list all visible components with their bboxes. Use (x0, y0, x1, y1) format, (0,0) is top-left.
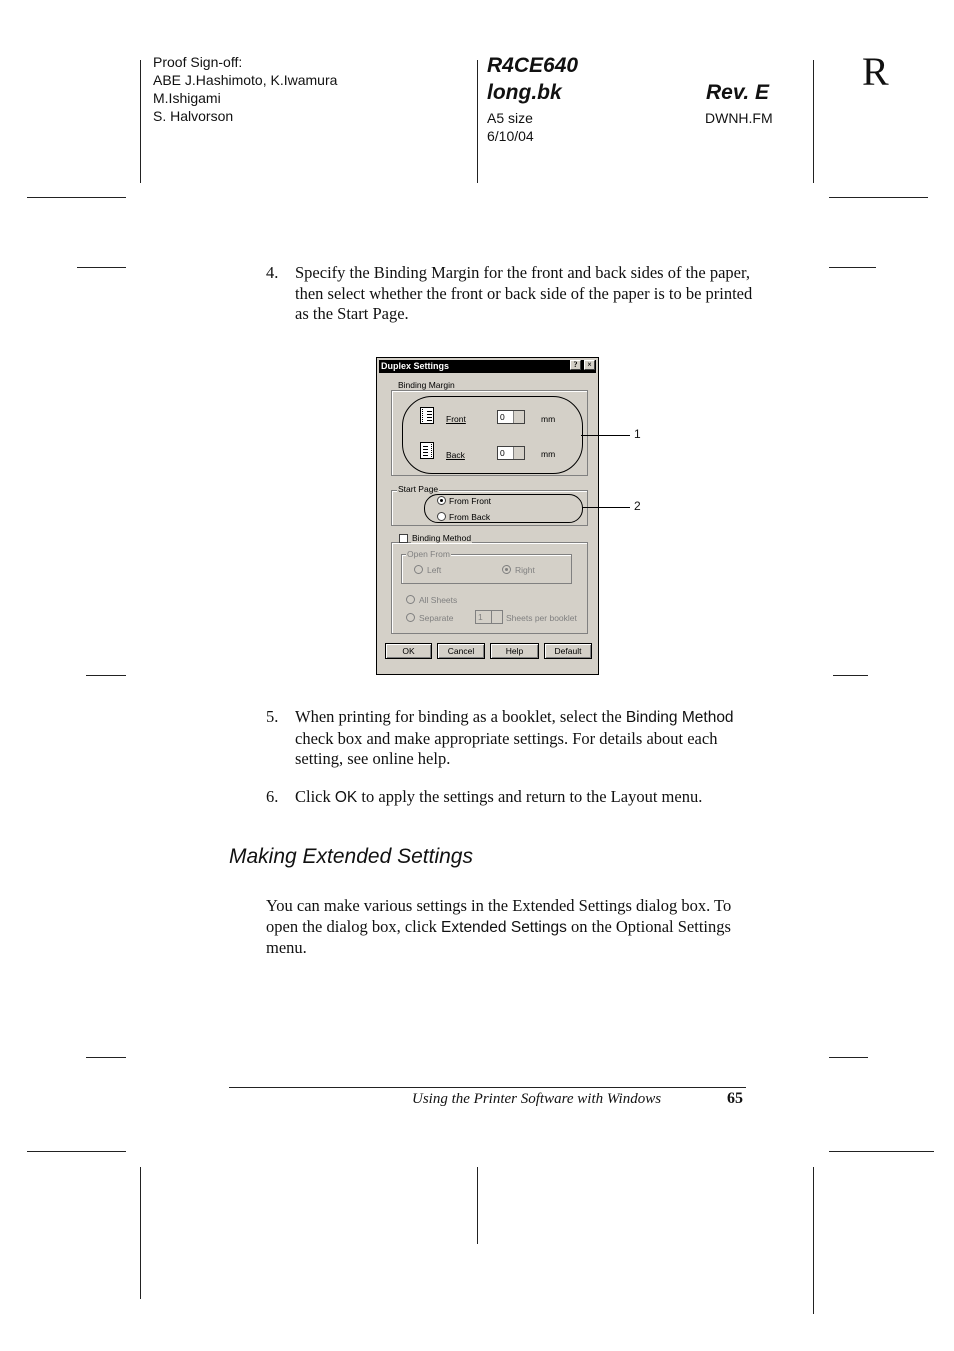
proof-signoff (153, 53, 337, 125)
step-number: 5. (266, 707, 279, 726)
file-name: DWNH.FM (705, 110, 773, 126)
duplex-settings-dialog (376, 357, 599, 675)
section-heading: Making Extended Settings (229, 845, 473, 868)
step-text-part: When printing for binding as a booklet, select the (295, 707, 626, 726)
revision: Rev. E (706, 81, 770, 104)
proof-line: ABE J.Hashimoto, K.Iwamura (153, 72, 338, 88)
callout-number-1: 1 (634, 427, 641, 441)
crop-mark (813, 60, 814, 183)
corner-letter: R (862, 49, 889, 94)
paragraph-part: on the Optional Settings menu. (266, 916, 731, 957)
spin-arrows-icon[interactable] (491, 611, 502, 623)
step-text: Specify the Binding Margin for the front and back sides of the paper, then select whether the front or back side of the paper is to be printed as the Start Page. (295, 263, 753, 323)
callout-leader-2 (582, 507, 630, 508)
right-radio[interactable] (502, 565, 511, 574)
step-text (295, 707, 755, 770)
crop-mark (829, 1057, 868, 1058)
paragraph-part: You can make various settings in the Extended Settings dialog box. To open the dialog box, click (266, 896, 732, 936)
callout-number-2: 2 (634, 499, 641, 513)
step-number: 4. (266, 263, 279, 282)
mm-unit: mm (541, 449, 556, 459)
paper-size: A5 size (487, 110, 533, 126)
mm-unit: mm (541, 414, 556, 424)
separate-label[interactable]: Separate (419, 613, 454, 623)
dialog-title: Duplex Settings (379, 360, 596, 373)
from-back-label[interactable]: From Back (449, 512, 491, 522)
crop-mark (27, 1151, 126, 1152)
binding-method-checkbox[interactable] (399, 534, 408, 543)
doc-date: 6/10/04 (487, 128, 534, 144)
crop-mark (477, 1167, 478, 1244)
callout-leader-1 (581, 435, 630, 436)
sheets-value[interactable]: 1 (478, 612, 483, 622)
front-margin-value[interactable]: 0 (500, 412, 505, 422)
book-name: long.bk (487, 81, 562, 104)
step-text (295, 787, 755, 809)
left-label[interactable]: Left (427, 565, 442, 575)
step-text-part: to apply the settings and return to the Layout menu. (357, 787, 703, 806)
all-sheets-label[interactable]: All Sheets (419, 595, 458, 605)
crop-mark (140, 60, 141, 183)
step-4 (266, 263, 756, 328)
crop-mark (829, 267, 876, 268)
start-page-label: Start Page (398, 484, 439, 494)
left-radio[interactable] (414, 565, 423, 574)
callout-oval-2 (424, 494, 583, 523)
help-title-button[interactable]: ? (570, 360, 581, 370)
close-icon[interactable]: × (584, 360, 595, 370)
step-5 (266, 707, 756, 772)
cancel-button[interactable]: Cancel (437, 643, 485, 659)
help-button[interactable]: Help (490, 643, 539, 659)
footer-rule (229, 1087, 746, 1088)
crop-mark (77, 267, 126, 268)
running-title: Using the Printer Software with Windows (412, 1091, 662, 1107)
proof-line: S. Halvorson (153, 108, 234, 124)
crop-mark (86, 1057, 126, 1058)
ui-term: Binding Method (625, 709, 734, 726)
crop-mark (140, 1167, 141, 1299)
crop-mark (27, 197, 126, 198)
proof-line: M.Ishigami (153, 90, 221, 106)
step-6 (266, 787, 756, 811)
sheets-per-booklet-label: Sheets per booklet (506, 613, 577, 623)
crop-mark (829, 197, 928, 198)
binding-method-label[interactable]: Binding Method (412, 533, 472, 543)
section-paragraph (266, 896, 738, 959)
callout-oval-1 (402, 396, 583, 474)
crop-mark (829, 1151, 934, 1152)
open-from-label: Open From (407, 549, 450, 559)
binding-margin-label: Binding Margin (398, 380, 455, 390)
back-label: Back (446, 450, 465, 460)
step-text-part: Click (295, 787, 335, 806)
separate-radio[interactable] (406, 613, 415, 622)
ui-term: Extended Settings (441, 918, 567, 936)
all-sheets-radio[interactable] (406, 595, 415, 604)
crop-mark (813, 1167, 814, 1314)
crop-mark (477, 60, 478, 183)
page-number: 65 (727, 1090, 743, 1107)
crop-mark (86, 675, 126, 676)
crop-mark (833, 675, 868, 676)
back-margin-value[interactable]: 0 (500, 448, 505, 458)
from-front-label[interactable]: From Front (449, 496, 492, 506)
ok-button[interactable]: OK (385, 643, 432, 659)
right-label[interactable]: Right (515, 565, 535, 575)
sheets-spinner[interactable] (475, 610, 503, 624)
proof-line: Proof Sign-off: (153, 54, 243, 70)
step-number: 6. (266, 787, 279, 806)
doc-code: R4CE640 (487, 54, 579, 77)
default-button[interactable]: Default (544, 643, 592, 659)
ui-term: OK (334, 789, 358, 806)
step-text-part: check box and make appropriate settings. For details about each setting, see online help. (295, 728, 718, 768)
front-label: Front (446, 414, 466, 424)
